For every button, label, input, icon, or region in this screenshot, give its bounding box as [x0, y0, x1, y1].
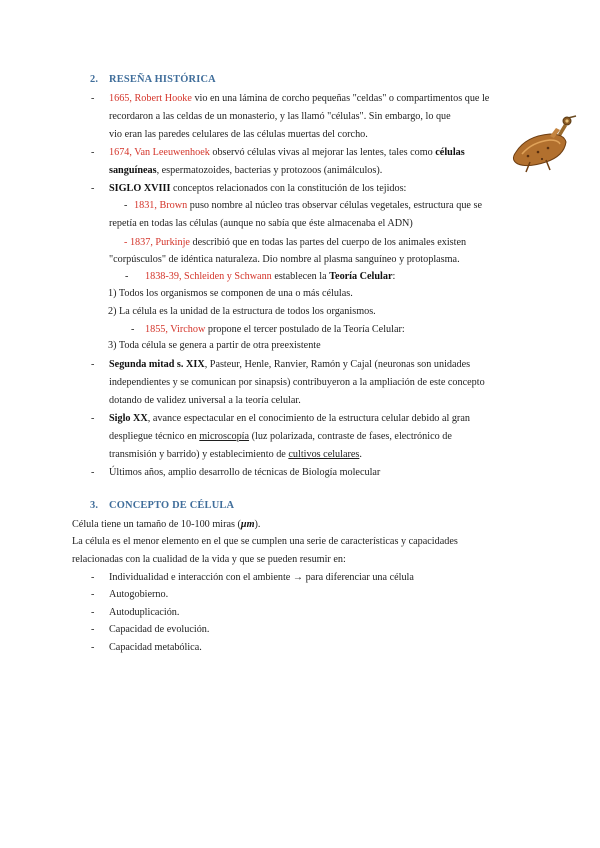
schleiden-colon: : [392, 271, 396, 282]
bullet-dash: - [124, 200, 128, 211]
leeuwenhoek-text-1: observó células vivas al mejorar las lentes, tales como [209, 147, 436, 158]
siglo-xix-line-2: independientes y se comunican por sinapsis) contribuyeron a la ampliación de este concepto [109, 377, 485, 388]
siglo-xix-text-1: , Pasteur, Henle, Ranvier, Ramón y Cajal (neuronas son unidades [204, 359, 471, 370]
leeuwenhoek-year-name: 1674, Van Leeuwenhoek [109, 147, 210, 158]
antique-microscope-icon [506, 112, 578, 178]
schleiden-line [145, 270, 395, 283]
bullet-dash: - [91, 147, 95, 158]
list-item: Autoduplicación. [109, 607, 180, 618]
siglo-xx-text-2b: (luz polarizada, contraste de fases, electrónico de [249, 431, 452, 442]
bullet-dash: - [91, 413, 95, 424]
virchow-text: propone el tercer postulado de la Teoría Celular: [205, 324, 405, 335]
bullet-dash: - [131, 324, 135, 335]
section-3-title: CONCEPTO DE CÉLULA [109, 500, 235, 511]
section-2-number: 2. [90, 74, 99, 85]
cell-intro-line-1: La célula es el menor elemento en el que se cumplen una serie de características y capacidades [72, 536, 458, 547]
leeuwenhoek-bold-2: sanguíneas [109, 165, 157, 176]
cultivos-celulares-link[interactable]: cultivos celulares [288, 449, 360, 460]
theory-postulate-2: 2) La célula es la unidad de la estructura de todos los organismos. [108, 306, 376, 317]
bullet-dash: - [91, 642, 95, 653]
purkinje-line-1 [124, 236, 466, 249]
list-item: Capacidad de evolución. [109, 624, 210, 635]
siglo-xviii-label: SIGLO XVIII [109, 183, 171, 194]
brown-text-1: puso nombre al núcleo tras observar células vegetales, estructura que se [187, 200, 482, 211]
cell-size-line [72, 518, 260, 531]
bullet-dash: - [91, 467, 95, 478]
hooke-line-2: recordaron a las celdas de un monasterio, y las llamó "células". Sin embargo, lo que [109, 111, 451, 122]
siglo-xviii-text: conceptos relacionados con la constitución de los tejidos: [170, 183, 407, 194]
virchow-year-name: 1855, Virchow [145, 324, 206, 335]
cell-size-end: ). [254, 519, 261, 530]
bullet-dash: - [91, 572, 95, 583]
theory-postulate-1: 1) Todos los organismos se componen de una o más células. [108, 288, 353, 299]
leeuwenhoek-line-1 [109, 146, 465, 159]
microscopia-link[interactable]: microscopía [199, 431, 250, 442]
siglo-xviii-line [109, 182, 406, 195]
list-item: Individualidad e interacción con el ambiente → para diferenciar una célula [109, 572, 414, 583]
hooke-line-1 [109, 92, 489, 105]
siglo-xx-text-2a: despliegue técnico en [109, 431, 200, 442]
bullet-dash: - [125, 271, 129, 282]
theory-postulate-3: 3) Toda célula se genera a partir de otra preexistente [108, 340, 321, 351]
siglo-xix-line-1 [109, 358, 470, 371]
purkinje-prefix: - [124, 237, 130, 248]
brown-line-1 [134, 199, 482, 212]
hooke-year-name: 1665, Robert Hooke [109, 93, 192, 104]
cell-intro-line-2: relacionadas con la cualidad de la vida y que se pueden resumir en: [72, 554, 346, 565]
cell-size-text: Célula tiene un tamaño de 10-100 miras ( [72, 519, 241, 530]
hooke-line-3: vio eran las paredes celulares de las células muertas del corcho. [109, 129, 368, 140]
siglo-xix-label: Segunda mitad s. XIX [109, 359, 205, 370]
bullet-dash: - [91, 589, 95, 600]
micrometer-unit: μm [240, 519, 255, 530]
bullet-dash: - [91, 183, 95, 194]
brown-year-name: 1831, Brown [134, 200, 188, 211]
virchow-line [145, 323, 405, 336]
siglo-xx-line-2 [109, 430, 452, 443]
siglo-xx-line-1 [109, 412, 470, 425]
list-item: Capacidad metabólica. [109, 642, 202, 653]
siglo-xix-line-3: dotando de validez universal a la teoría celular. [109, 395, 301, 406]
siglo-xx-text-1: , avance espectacular en el conocimiento de la estructura celular debido al gran [147, 413, 470, 424]
purkinje-text-1: describió que en todas las partes del cuerpo de los animales existen [189, 237, 467, 248]
purkinje-line-2: "corpúsculos" de idéntica naturaleza. Dio nombre al plasma sanguíneo y protoplasma. [109, 254, 460, 265]
purkinje-year-name: 1837, Purkinje [129, 237, 190, 248]
siglo-xx-line-3 [109, 448, 362, 461]
teoria-celular-label: Teoría Celular [329, 271, 393, 282]
list-item: Autogobierno. [109, 589, 169, 600]
leeuwenhoek-line-2 [109, 164, 382, 177]
section-3-number: 3. [90, 500, 99, 511]
bullet-dash: - [91, 359, 95, 370]
schleiden-year-name: 1838-39, Schleiden y Schwann [145, 271, 272, 282]
siglo-xx-label: Siglo XX [109, 413, 148, 424]
bullet-dash: - [91, 93, 95, 104]
siglo-xx-text-3b: . [359, 449, 362, 460]
section-2-title: RESEÑA HISTÓRICA [109, 74, 216, 85]
bullet-dash: - [91, 624, 95, 635]
siglo-xx-text-3a: transmisión y barrido) y establecimiento de [109, 449, 289, 460]
bullet-dash: - [91, 607, 95, 618]
leeuwenhoek-bold-1: células [435, 147, 465, 158]
brown-line-2: repetía en todas las células (aunque no sabía que éste almacenaba el ADN) [109, 218, 413, 229]
recent-years-line: Últimos años, amplio desarrollo de técnicas de Biología molecular [109, 467, 381, 478]
hooke-text-1: vio en una lámina de corcho pequeñas "celdas" o compartimentos que le [191, 93, 490, 104]
schleiden-text: establecen la [271, 271, 330, 282]
leeuwenhoek-text-2: , espermatozoides, bacterias y protozoos (animálculos). [156, 165, 383, 176]
